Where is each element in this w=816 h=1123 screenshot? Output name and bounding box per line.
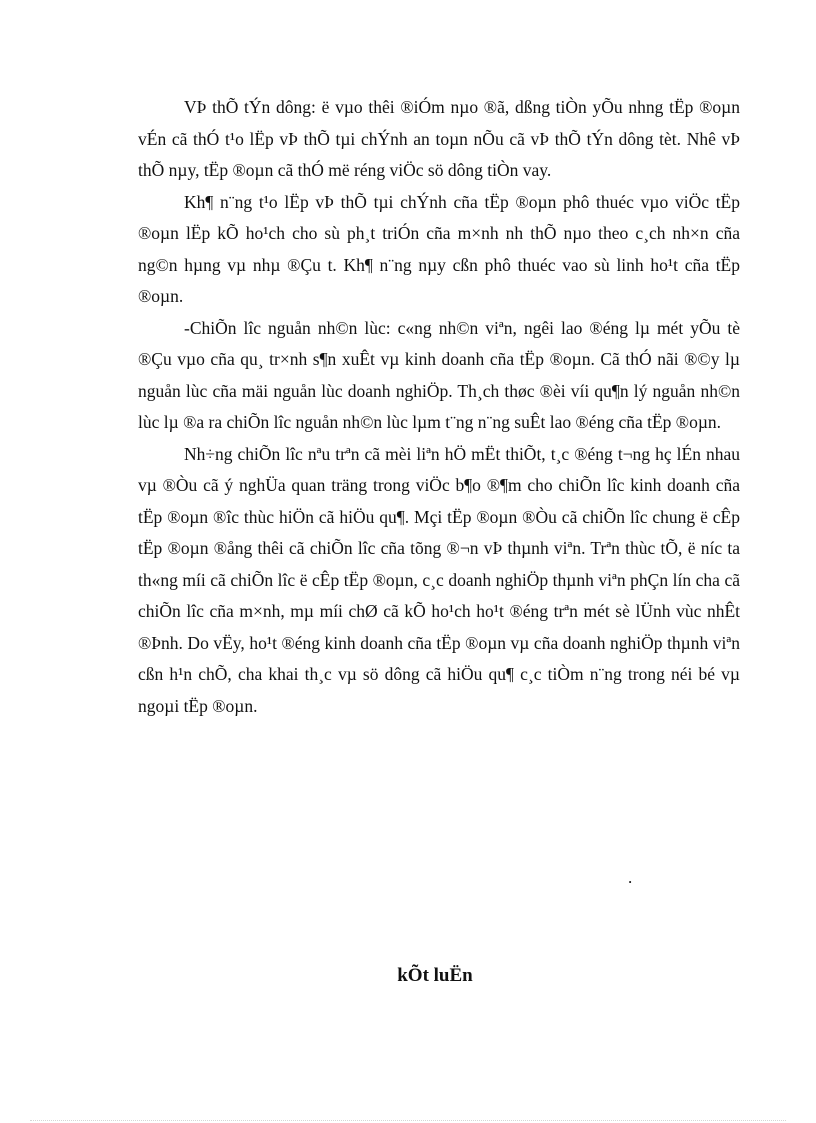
section-heading: kÕt luËn [397, 965, 473, 986]
paragraph-strategy-relations: Nh÷ng chiÕn lîc nªu trªn cã mèi liªn hÖ mËt thiÕt, t¸c ®éng t¬ng hç lÉn nhau vµ ®Òu cã ý nghÜa quan träng trong viÖc b¶o ®¶m cho chiÕn lîc kinh doanh cña tËp ®oµn ®îc thùc hiÖn cã hiÖu qu¶. Mçi tËp ®oµn ®Òu cã chiÕn lîc chung ë cÊp tËp ®oµn ®ång thêi cã chiÕn lîc cña tõng ®¬n vÞ thµnh viªn. Trªn thùc tÕ, ë níc ta th«ng míi cã chiÕn lîc ë cÊp tËp ®oµn, c¸c doanh nghiÖp thµnh viªn phÇn lín cha cã chiÕn lîc cña m×nh, mµ míi chØ cã kÕ ho¹ch ho¹t ®éng trªn mét sè lÜnh vùc nhÊt ®Þnh. Do vËy, ho¹t ®éng kinh doanh cña tËp ®oµn vµ cña doanh nghiÖp thµnh viªn cßn h¹n chÕ, cha khai th¸c vµ sö dông cã hiÖu qu¶ c¸c tiÒm n¨ng trong néi bé vµ ngoµi tËp ®oµn. [138, 443, 740, 716]
body-text [138, 92, 740, 722]
paragraph-human-resources: -ChiÕn lîc nguån nh©n lùc: c«ng nh©n viªn, ngêi lao ®éng lµ mét yÕu tè ®Çu vµo cña qu¸ tr×nh s¶n xuÊt vµ kinh doanh cña tËp ®oµn. Cã thÓ nãi ®©y lµ nguån lùc cña mäi nguån lùc doanh nghiÖp. Th¸ch thøc ®èi víi qu¶n lý nguån nh©n lùc lµ ®a ra chiÕn lîc nguån nh©n lùc lµm t¨ng n¨ng suÊt lao ®éng cña tËp ®oµn. [138, 317, 740, 432]
paragraph-credit-position: VÞ thÕ tÝn dông: ë vµo thêi ®iÓm nµo ®ã, dßng tiÒn yÕu nhng tËp ®oµn vÉn cã thÓ t¹o lËp vÞ thÕ tµi chÝnh an toµn nÕu cã vÞ thÕ tÝn dông tèt. Nhê vÞ thÕ nµy, tËp ®oµn cã thÓ më réng viÖc sö dông tiÒn vay. [138, 97, 740, 180]
paragraph-financial-capacity: Kh¶ n¨ng t¹o lËp vÞ thÕ tµi chÝnh cña tËp ®oµn phô thuéc vµo viÖc tËp ®oµn lËp kÕ ho¹ch cho sù ph¸t triÓn cña m×nh nh thÕ nµo theo c¸ch nh×n cña ng©n hµng vµ nhµ ®Çu t. Kh¶ n¨ng nµy cßn phô thuéc vao sù linh ho¹t cña tËp ®oµn. [138, 191, 740, 306]
page-bottom-divider [30, 1120, 786, 1121]
stray-dot: . [628, 868, 633, 887]
